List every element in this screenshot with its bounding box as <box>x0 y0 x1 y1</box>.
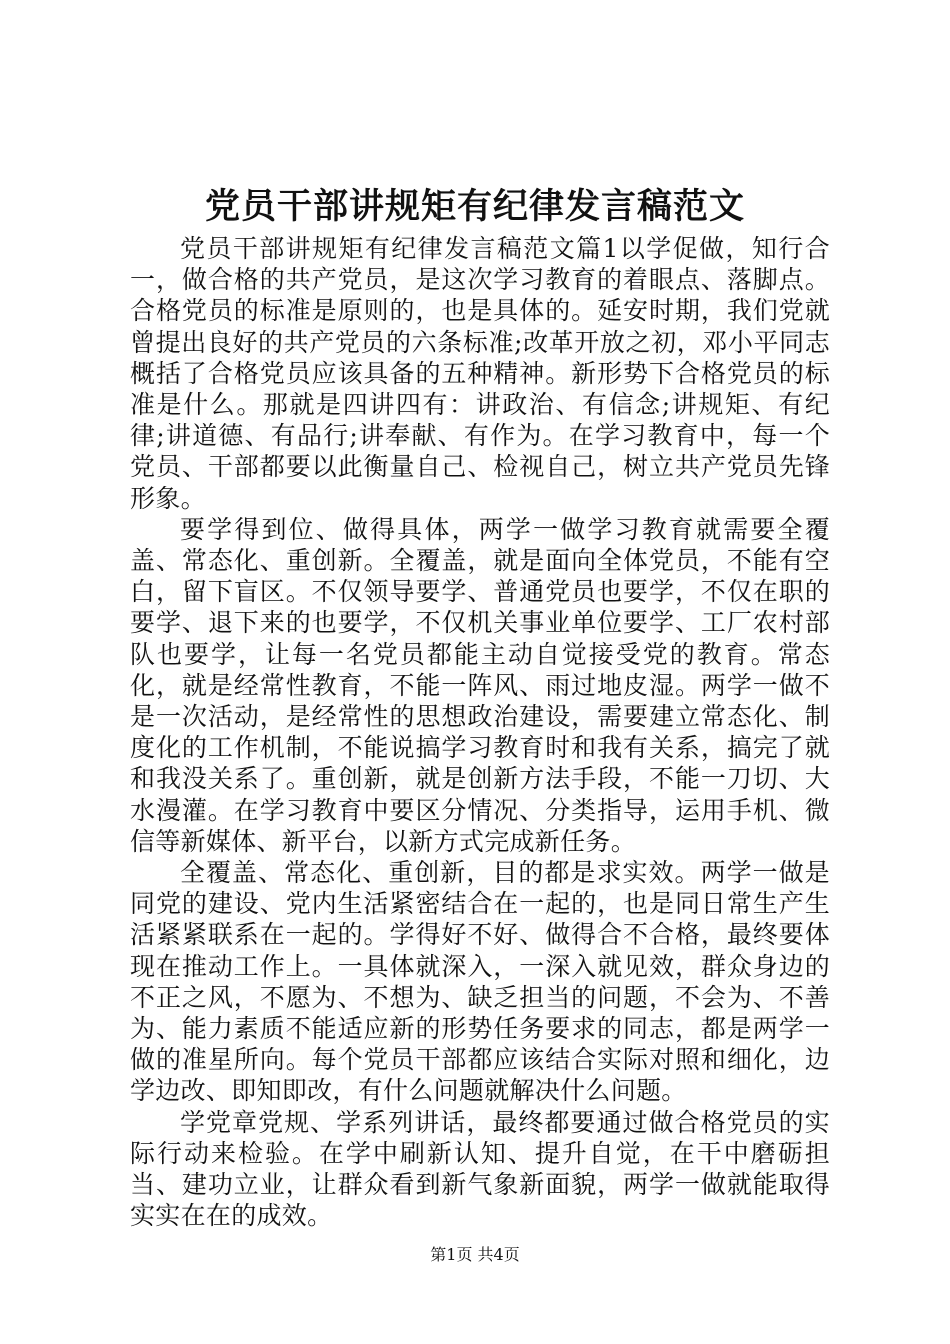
document-body <box>130 233 830 1232</box>
page-number-footer: 第1页 共4页 <box>430 1245 520 1264</box>
document-title: 党员干部讲规矩有纪律发言稿范文 <box>204 186 745 227</box>
body-paragraph-3: 全覆盖、常态化、重创新，目的都是求实效。两学一做是同党的建设、党内生活紧密结合在一起的，也是同日常生产生活紧紧联系在一起的。学得好不好、做得合不合格，最终要体现在推动工作上。一具体就深入，一深入就见效，群众身边的不正之风，不愿为、不想为、缺乏担当的问题，不会为、不善为、能力素质不能适应新的形势任务要求的同志，都是两学一做的准星所向。每个党员干部都应该结合实际对照和细化，边学边改、即知即改，有什么问题就解决什么问题。 <box>130 858 830 1106</box>
body-paragraph-4: 学党章党规、学系列讲话，最终都要通过做合格党员的实际行动来检验。在学中刷新认知、提升自觉，在干中磨砺担当、建功立业，让群众看到新气象新面貌，两学一做就能取得实实在在的成效。 <box>130 1107 830 1231</box>
body-paragraph-2: 要学得到位、做得具体，两学一做学习教育就需要全覆盖、常态化、重创新。全覆盖，就是面向全体党员，不能有空白，留下盲区。不仅领导要学、普通党员也要学，不仅在职的要学、退下来的也要学，不仅机关事业单位要学、工厂农村部队也要学，让每一名党员都能主动自觉接受党的教育。常态化，就是经常性教育，不能一阵风、雨过地皮湿。两学一做不是一次活动，是经常性的思想政治建设，需要建立常态化、制度化的工作机制，不能说搞学习教育时和我有关系，搞完了就和我没关系了。重创新，就是创新方法手段，不能一刀切、大水漫灌。在学习教育中要区分情况、分类指导，运用手机、微信等新媒体、新平台，以新方式完成新任务。 <box>130 514 830 856</box>
body-paragraph-1: 党员干部讲规矩有纪律发言稿范文篇1以学促做，知行合一，做合格的共产党员，是这次学习教育的着眼点、落脚点。合格党员的标准是原则的，也是具体的。延安时期，我们党就曾提出良好的共产党员的六条标准;改革开放之初，邓小平同志概括了合格党员应该具备的五种精神。新形势下合格党员的标准是什么。那就是四讲四有：讲政治、有信念;讲规矩、有纪律;讲道德、有品行;讲奉献、有作为。在学习教育中，每一个党员、干部都要以此衡量自己、检视自己，树立共产党员先锋形象。 <box>130 234 830 513</box>
